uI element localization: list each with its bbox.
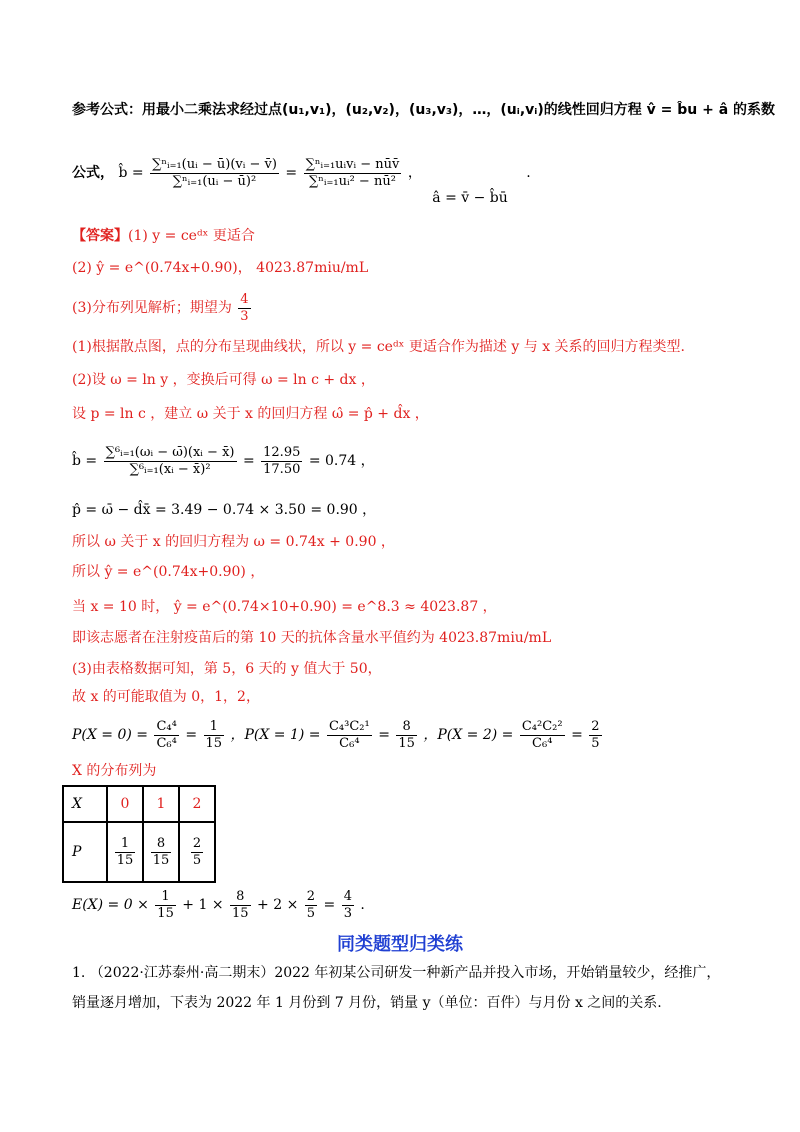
table-cell-x-label: X [63, 786, 107, 822]
b-hat-fraction-2: $\frac{\text{∑ⁿᵢ₌₁uᵢvᵢ − nūv̄}}{\text{∑ⁿᵢ₌₁uᵢ² − nū²}}$ [305, 156, 400, 189]
table-cell: $\frac{1}{15}$ [107, 822, 143, 882]
table-row [63, 822, 215, 882]
expectation-equation: E(X) = 0 × $\frac{1}{15}$ + 1 × $\frac{8}{15}$ + 2 × $\frac{2}{5}$ = $\frac{4}{3}$ . [72, 888, 365, 921]
answer-expectation-fraction: $\frac{4}{3}$ [240, 291, 249, 324]
table-cell: $\frac{2}{5}$ [179, 822, 215, 882]
a-hat-formula: â = v̄ − b̂ū [432, 190, 508, 206]
solution-line-conclusion: 即该志愿者在注射疫苗后的第 10 天的抗体含量水平值约为 4023.87miu/mL [72, 630, 552, 646]
answer-line-1 [72, 226, 255, 246]
formula-reference-line [72, 100, 775, 120]
p2-comb-fraction: $\frac{\text{C₄²C₂²}}{\text{C₆⁴}}$ [521, 718, 563, 751]
solution-line-table-note: (3)由表格数据可知，第 5，6 天的 y 值大于 50， [72, 661, 382, 677]
solution-line-1: (1)根据散点图，点的分布呈现曲线状，所以 y = ceᵈˣ 更适合作为描述 y 与 x 关系的回归方程类型. [72, 339, 685, 355]
solution-line-x10: 当 x = 10 时， ŷ = e^(0.74×10+0.90) = e^8.3 ≈ 4023.87 ， [72, 599, 497, 615]
table-cell: 1 [143, 786, 179, 822]
table-row [63, 786, 215, 822]
answer-line-2: (2) ŷ = e^(0.74x+0.90)， 4023.87miu/mL [72, 260, 369, 276]
p2-value-fraction: $\frac{2}{5}$ [591, 718, 600, 751]
b-hat-value-fraction: $\frac{12.95}{17.50}$ [263, 444, 301, 477]
formula-block: 公式， b̂ = $\frac{\text{∑ⁿᵢ₌₁(uᵢ − ū)(vᵢ − v̄)}}{\text{∑ⁿᵢ₌₁(uᵢ − ū)²}}$ = $\frac{\text{∑ⁿᵢ₌₁uᵢvᵢ − nūv̄}}{\text{∑ⁿᵢ₌₁uᵢ² − nū²}}$ ， â = v̄ − b̂ū . [72, 156, 531, 206]
table-cell: 0 [107, 786, 143, 822]
p1-comb-fraction: $\frac{\text{C₄³C₂¹}}{\text{C₆⁴}}$ [328, 718, 370, 751]
solution-line-regression: 所以 ω 关于 x 的回归方程为 ω = 0.74x + 0.90 ， [72, 534, 395, 550]
solution-line-3: 设 p = ln c ，建立 ω 关于 x 的回归方程 ω̂ = p̂ + d̂x ， [72, 406, 429, 422]
answer-part-1: (1) y = ceᵈˣ 更适合 [128, 228, 255, 244]
table-cell-p-label: P [63, 822, 107, 882]
p1-value-fraction: $\frac{8}{15}$ [398, 718, 415, 751]
formula-label: 公式， [72, 165, 114, 181]
answer-line-3: (3)分布列见解析；期望为 $\frac{4}{3}$ [72, 291, 249, 324]
solution-line-y-hat: 所以 ŷ = e^(0.74x+0.90) ， [72, 564, 265, 580]
formula-reference-text: 参考公式：用最小二乘法求经过点(u₁,v₁)，(u₂,v₂)，(u₃,v₃)，…，(uᵢ,vᵢ)的线性回归方程 v̂ = b̂u + â 的系数 [72, 102, 776, 118]
table-cell: $\frac{8}{15}$ [143, 822, 179, 882]
table-cell: 2 [179, 786, 215, 822]
probability-equations: P(X = 0) = $\frac{\text{C₄⁴}}{\text{C₆⁴}}$ = $\frac{1}{15}$ ，P(X = 1) = $\frac{\text{C₄³C₂¹}}{\text{C₆⁴}}$ = $\frac{8}{15}$ ，P(X = 2) = $\frac{\text{C₄²C₂²}}{\text{C₆⁴}}$ = $\frac{2}{5}$ [72, 718, 600, 751]
p0-comb-fraction: $\frac{\text{C₄⁴}}{\text{C₆⁴}}$ [156, 718, 177, 751]
b-hat-fraction-1: $\frac{\text{∑ⁿᵢ₌₁(uᵢ − ū)(vᵢ − v̄)}}{\text{∑ⁿᵢ₌₁(uᵢ − ū)²}}$ [152, 156, 277, 189]
solution-line-2: (2)设 ω = ln y ，变换后可得 ω = ln c + dx ， [72, 372, 375, 388]
distribution-label: X 的分布列为 [72, 763, 157, 779]
distribution-table [62, 785, 216, 883]
p0-value-fraction: $\frac{1}{15}$ [205, 718, 223, 751]
question-1-text: 1. （2022·江苏泰州·高二期末）2022 年初某公司研发一种新产品并投入市场，开始销量较少，经推广，销量逐月增加，下表为 2022 年 1 月份到 7 月份，销量 y（单位：百件）与月份 x 之间的关系. [72, 965, 721, 1011]
b-hat-sum-fraction: $\frac{\text{∑⁶ᵢ₌₁(ωᵢ − ω̄)(xᵢ − x̄)}}{\text{∑⁶ᵢ₌₁(xᵢ − x̄)²}}$ [105, 444, 235, 477]
solution-line-p-hat: p̂ = ω̄ − d̂x̄ = 3.49 − 0.74 × 3.50 = 0.90 ， [72, 502, 377, 518]
answer-tag: 【答案】 [72, 228, 128, 244]
section-title: 同类题型归类练 [337, 934, 463, 955]
b-hat-symbol: b̂ = [118, 165, 144, 181]
solution-b-hat-equation: b̂ = $\frac{\text{∑⁶ᵢ₌₁(ωᵢ − ω̄)(xᵢ − x̄)}}{\text{∑⁶ᵢ₌₁(xᵢ − x̄)²}}$ = $\frac{12.95}{17.50}$ = 0.74 ， [72, 444, 375, 477]
solution-line-values: 故 x 的可能取值为 0，1，2， [72, 689, 260, 705]
